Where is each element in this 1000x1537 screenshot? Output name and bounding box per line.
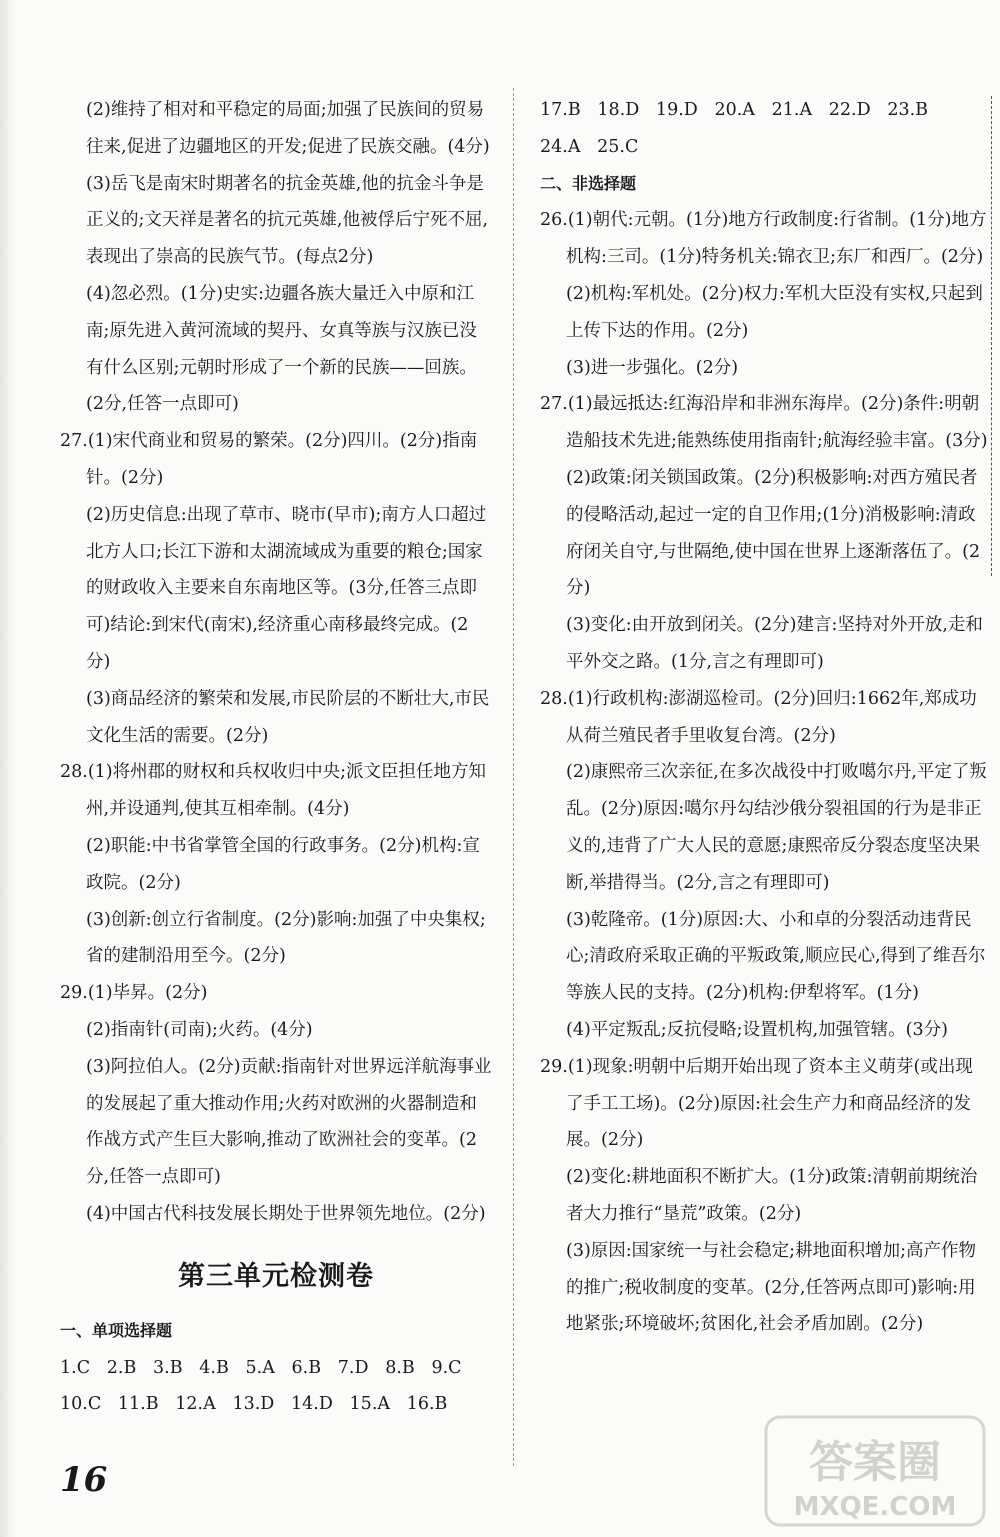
watermark-logo (760, 1411, 990, 1531)
watermark-text: 答案圈 (809, 1437, 941, 1488)
answer-r2: 24.A 25.C (540, 136, 639, 157)
watermark-url: MXQE.COM (793, 1492, 957, 1522)
column-divider (513, 88, 514, 1466)
answer-r6: (3)进一步强化。(2分) (566, 357, 739, 378)
answer-l10: 29.(1)毕昇。(2分) (60, 983, 208, 1004)
mc-answers-line-1: 1.C 2.B 3.B 4.B 5.A 6.B 7.D 8.B 9.C (60, 1357, 462, 1378)
answer-r13: (4)平定叛乱;反抗侵略;设置机构,加强管辖。(3分) (566, 1019, 948, 1040)
section-heading-nonchoice: 二、非选择题 (540, 173, 637, 193)
answer-r5: (2)机构:军机处。(2分)权力:军机大臣没有实权,只起到上传下达的作用。(2分) (566, 283, 983, 341)
answer-l3: (4)忽必烈。(1分)史实:边疆各族大量迁入中原和江南;原先进入黄河流域的契丹、女真等族与汉族已没有什么区别;元朝时形成了一个新的民族——回族。(2分,任答一点即可) (86, 283, 477, 415)
answer-l9: (3)创新:创立行省制度。(2分)影响:加强了中央集权;省的建制沿用至今。(2分) (86, 909, 486, 967)
answer-l11: (2)指南针(司南);火药。(4分) (86, 1019, 313, 1040)
answer-r12: (3)乾隆帝。(1分)原因:大、小和卓的分裂活动违背民心;清政府采取正确的平叛政策,顺应民心,得到了维吾尔等族人民的支持。(2分)机构:伊犁将军。(1分) (566, 909, 986, 1004)
answer-l2: (3)岳飞是南宋时期著名的抗金英雄,他的抗金斗争是正义的;文天祥是著名的抗元英雄,他被俘后宁死不屈,表现出了崇高的民族气节。(每点2分) (86, 173, 489, 268)
answer-l7: 28.(1)将州郡的财权和兵权收归中央;派文臣担任地方知州,并设通判,使其互相牵制。(4分) (60, 762, 487, 820)
right-column (540, 92, 988, 1343)
unit-title: 第三单元检测卷 (178, 1260, 374, 1292)
answer-r7: 27.(1)最远抵达:红海沿岸和非洲东海岸。(2分)条件:明朝造船技术先进;能熟练使用指南针;航海经验丰富。(3分) (540, 394, 988, 452)
answer-l4: 27.(1)宋代商业和贸易的繁荣。(2分)四川。(2分)指南针。(2分) (60, 431, 478, 488)
left-column (60, 92, 492, 1423)
answer-l1: (2)维持了相对和平稳定的局面;加强了民族间的贸易往来,促进了边疆地区的开发;促进了民族交融。(4分) (86, 100, 490, 157)
answer-l13: (4)中国古代科技发展长期处于世界领先地位。(2分) (86, 1203, 486, 1224)
answer-r10: 28.(1)行政机构:澎湖巡检司。(2分)回归:1662年,郑成功从荷兰殖民者手里收复台湾。(2分) (540, 688, 977, 746)
page-edge-shadow (0, 0, 16, 1537)
answer-r16: (3)原因:国家统一与社会稳定;耕地面积增加;高产作物的推广;税收制度的变革。(2分,任答两点即可)影响:用地紧张;环境破坏;贫困化,社会矛盾加剧。(2分) (566, 1240, 976, 1335)
answer-r9: (3)变化:由开放到闭关。(2分)建言:坚持对外开放,走和平外交之路。(1分,言之有理即可) (566, 615, 983, 672)
binding-edge-mark (991, 96, 1000, 576)
answer-r15: (2)变化:耕地面积不断扩大。(1分)政策:清朝前期统治者大力推行“垦荒”政策。(2分) (566, 1167, 978, 1224)
mc-heading: 一、单项选择题 (60, 1320, 173, 1340)
answer-r1: 17.B 18.D 19.D 20.A 21.A 22.D 23.B (540, 100, 929, 120)
mc-answers-line-2: 10.C 11.B 12.A 13.D 14.D 15.A 16.B (60, 1394, 448, 1415)
answer-r11: (2)康熙帝三次亲征,在多次战役中打败噶尔丹,平定了叛乱。(2分)原因:噶尔丹勾结沙俄分裂祖国的行为是非正义的,违背了广大人民的意愿;康熙帝反分裂态度坚决果断,举措得当。(2分,言之有理即可) (566, 762, 987, 893)
answer-l6: (3)商品经济的繁荣和发展,市民阶层的不断壮大,市民文化生活的需要。(2分) (86, 688, 490, 746)
page-number: 16 (60, 1460, 108, 1500)
answer-l5: (2)历史信息:出现了草市、晓市(早市);南方人口超过北方人口;长江下游和太湖流域成为重要的粮仓;国家的财政收入主要来自东南地区等。(3分,任答三点即可)结论:到宋代(南宋),经济重心南移最终完成。(2分) (86, 504, 487, 672)
answer-r8: (2)政策:闭关锁国政策。(2分)积极影响:对西方殖民者的侵略活动,起过一定的自卫作用;(1分)消极影响:清政府闭关自守,与世隔绝,使中国在世界上逐渐落伍了。(2分) (566, 467, 981, 599)
answer-l8: (2)职能:中书省掌管全国的行政事务。(2分)机构:宣政院。(2分) (86, 835, 480, 893)
answer-l12: (3)阿拉伯人。(2分)贡献:指南针对世界远洋航海事业的发展起了重大推动作用;火药对欧洲的火器制造和作战方式产生巨大影响,推动了欧洲社会的变革。(2分,任答一点即可) (86, 1056, 492, 1188)
answer-r14: 29.(1)现象:明朝中后期开始出现了资本主义萌芽(或出现了手工工场)。(2分)原因:社会生产力和商品经济的发展。(2分) (540, 1056, 973, 1151)
answer-r4: 26.(1)朝代:元朝。(1分)地方行政制度:行省制。(1分)地方机构:三司。(1分)特务机关:锦衣卫;东厂和西厂。(2分) (540, 210, 987, 268)
